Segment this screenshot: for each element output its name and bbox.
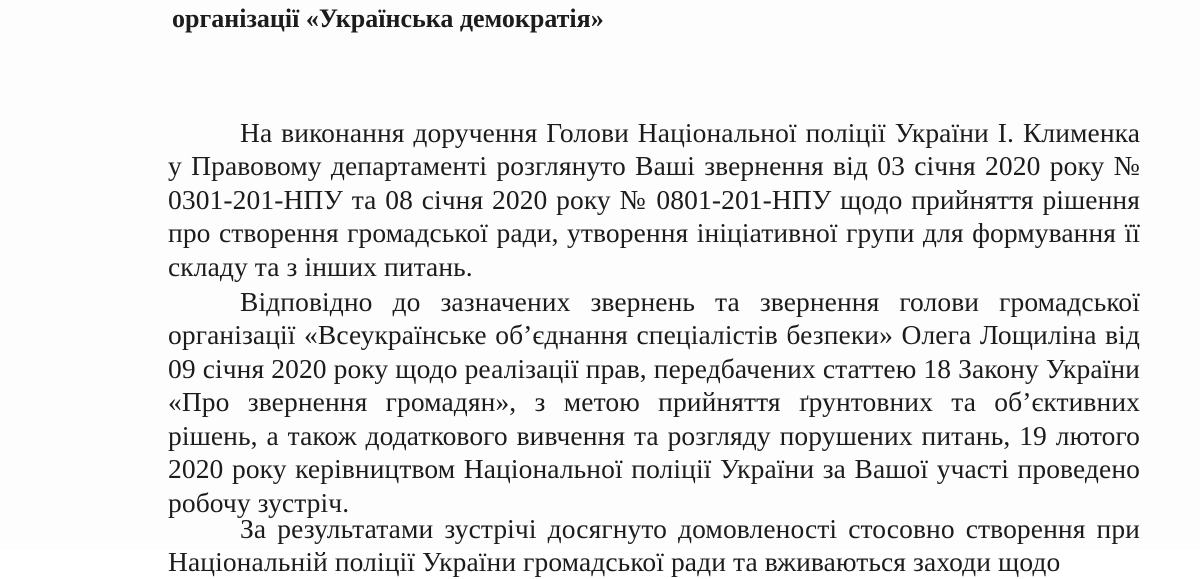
paragraph-3: За результатами зустрічі досягнуто домовленості стосовно створення при Національній поліції України громадської ради та вживаються заходи щодо: [168, 512, 1140, 577]
paragraph-1: На виконання доручення Голови Національної поліції України І. Клименка у Правовому департаменті розглянуто Ваші звернення від 03 січня 2020 року № 0301-201-НПУ та 08 січня 2020 року № 0801-201-НПУ щодо прийняття рішення про створення громадської ради, утворення ініціативної групи для формування її складу та з інших питань.: [168, 116, 1140, 282]
recipient-organization-line: організації «Українська демократія»: [172, 4, 604, 33]
paragraph-2: Відповідно до зазначених звернень та звернення голови громадської організації «Всеукраїнське об’єднання спеціалістів безпеки» Олега Лощиліна від 09 січня 2020 року щодо реалізації прав, передбачених статтею 18 Закону України «Про звернення громадян», з метою прийняття ґрунтовних та об’єктивних рішень, а також додаткового вивчення та розгляду порушених питань, 19 лютого 2020 року керівництвом Національної поліції України за Вашої участі проведено робочу зустріч.: [168, 285, 1140, 518]
